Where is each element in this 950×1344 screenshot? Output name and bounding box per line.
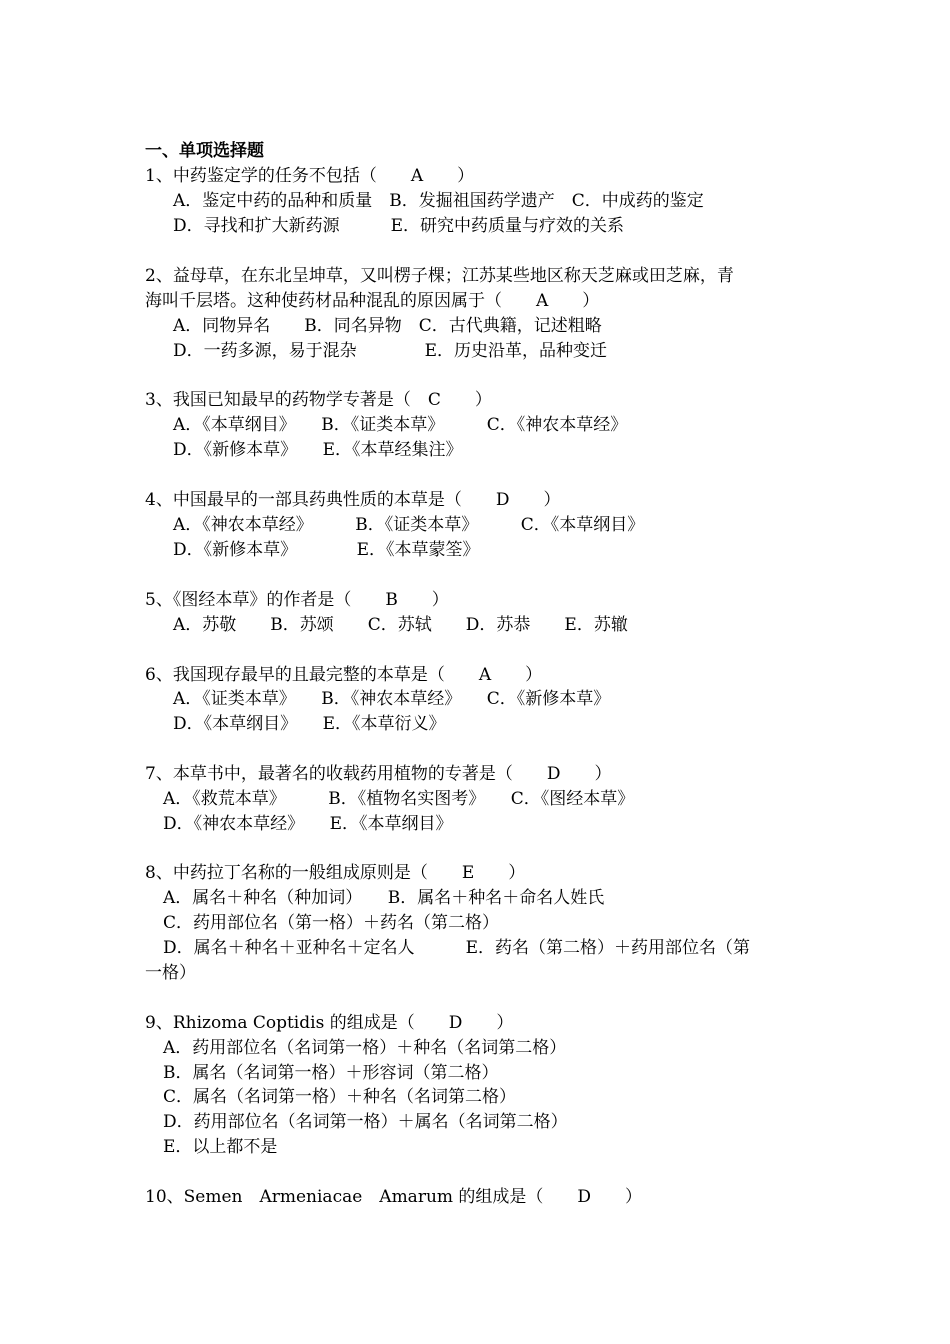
question-9: 9、Rhizoma Coptidis 的组成是（ D ） — [145, 1013, 514, 1033]
question-1: 1、中药鉴定学的任务不包括（ A ） — [145, 166, 475, 186]
question-2: 2、益母草，在东北呈坤草，又叫楞子棵；江苏某些地区称天芝麻或田芝麻，青 — [145, 266, 734, 286]
question-6: 6、我国现存最早的且最完整的本草是（ A ） — [145, 665, 543, 685]
question-10: 10、Semen Armeniacae Amarum 的组成是（ D ） — [145, 1187, 643, 1207]
options-9-row-2: B．属名（名词第一格）＋形容词（第二格） — [163, 1063, 499, 1083]
options-3-row-1: A．《本草纲目》 B．《证类本草》 C．《神农本草经》 — [173, 415, 628, 435]
question-3: 3、我国已知最早的药物学专著是（ C ） — [145, 390, 492, 410]
options-3-row-2: D．《新修本草》 E．《本草经集注》 — [173, 440, 463, 460]
options-9-row-1: A．药用部位名（名词第一格）＋种名（名词第二格） — [163, 1038, 567, 1058]
question-2-cont: 海叫千层塔。这种使药材品种混乱的原因属于（ A ） — [145, 291, 600, 311]
options-4-row-2: D．《新修本草》 E．《本草蒙筌》 — [173, 540, 480, 560]
question-5: 5、《图经本草》的作者是（ B ） — [145, 590, 449, 610]
section-title: 一、单项选择题 — [145, 141, 264, 161]
options-1-row-2: D．寻找和扩大新药源 E．研究中药质量与疗效的关系 — [173, 216, 625, 236]
options-9-row-4: D．药用部位名（名词第一格）＋属名（名词第二格） — [163, 1112, 568, 1132]
question-8: 8、中药拉丁名称的一般组成原则是（ E ） — [145, 863, 526, 883]
options-7-row-1: A．《救荒本草》 B．《植物名实图考》 C．《图经本草》 — [163, 789, 635, 809]
question-4: 4、中国最早的一部具药典性质的本草是（ D ） — [145, 490, 561, 510]
options-2-row-2: D．一药多源，易于混杂 E．历史沿革，品种变迁 — [173, 341, 608, 361]
options-8-row-3-cont: 一格） — [145, 963, 196, 983]
options-1-row-1: A．鉴定中药的品种和质量 B．发掘祖国药学遗产 C．中成药的鉴定 — [173, 191, 704, 211]
options-5-row-1: A．苏敬 B．苏颂 C．苏轼 D．苏恭 E．苏辙 — [173, 615, 628, 635]
options-6-row-1: A．《证类本草》 B．《神农本草经》 C．《新修本草》 — [173, 689, 611, 709]
options-9-row-5: E．以上都不是 — [163, 1137, 278, 1157]
question-7: 7、本草书中，最著名的收载药用植物的专著是（ D ） — [145, 764, 612, 784]
options-8-row-3: D．属名＋种名＋亚种名＋定名人 E．药名（第二格）＋药用部位名（第 — [163, 938, 751, 958]
options-6-row-2: D．《本草纲目》 E．《本草衍义》 — [173, 714, 446, 734]
options-8-row-2: C．药用部位名（第一格）＋药名（第二格） — [163, 913, 500, 933]
options-9-row-3: C．属名（名词第一格）＋种名（名词第二格） — [163, 1087, 517, 1107]
options-4-row-1: A．《神农本草经》 B．《证类本草》 C．《本草纲目》 — [173, 515, 645, 535]
options-7-row-2: D．《神农本草经》 E．《本草纲目》 — [163, 814, 453, 834]
options-2-row-1: A．同物异名 B．同名异物 C．古代典籍，记述粗略 — [173, 316, 602, 336]
options-8-row-1: A．属名＋种名（种加词） B．属名＋种名＋命名人姓氏 — [163, 888, 605, 908]
